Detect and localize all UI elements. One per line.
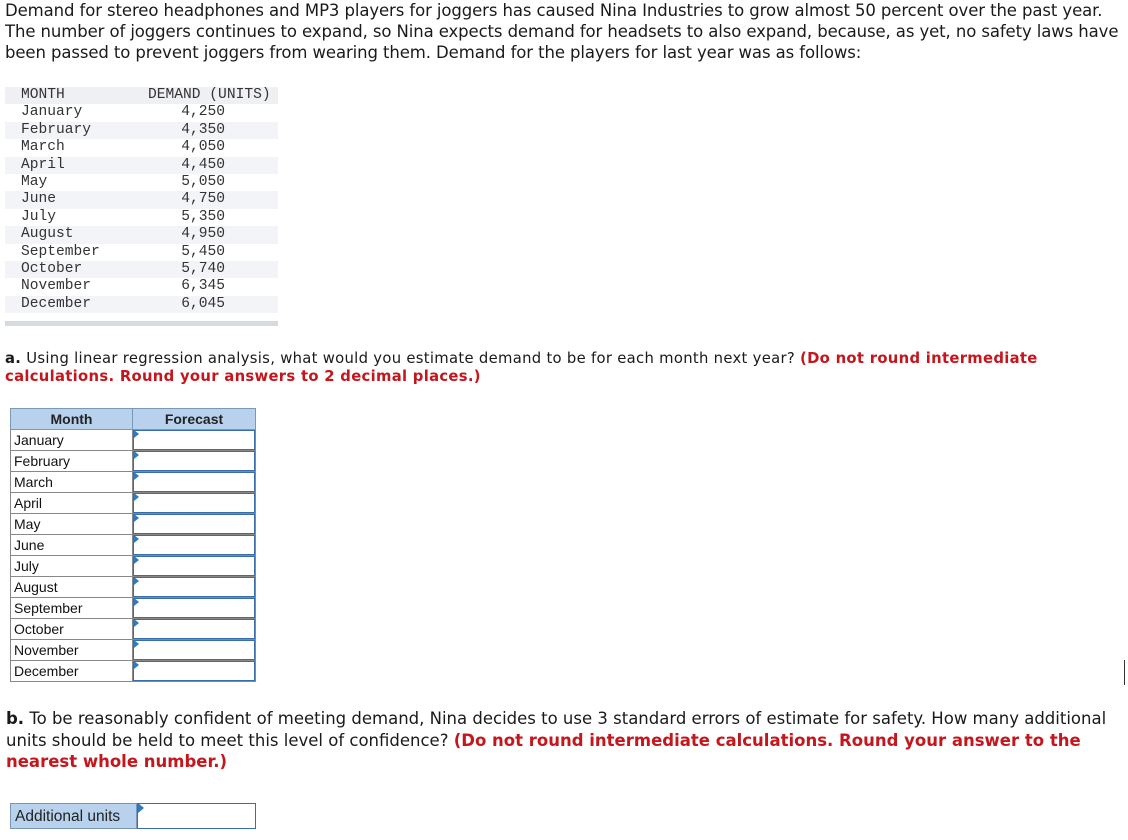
demand-month-cell: January [21,104,83,121]
text-cursor [1124,660,1125,685]
input-marker-icon [138,803,144,813]
forecast-month-cell: June [11,535,133,556]
demand-row [5,157,278,174]
demand-value-cell: 4,250 [181,104,225,121]
demand-month-cell: April [5,157,133,174]
demand-row [5,261,278,278]
demand-month-cell: February [5,122,133,139]
forecast-row [11,472,256,493]
forecast-row [11,640,256,661]
forecast-month-cell: July [11,556,133,577]
forecast-row [11,430,256,451]
forecast-table-body [11,430,256,682]
input-marker-icon [134,598,139,606]
demand-table-footer-bar [5,321,278,326]
forecast-row [11,619,256,640]
forecast-month-cell: February [11,451,133,472]
demand-month-cell: December [5,296,133,313]
forecast-input[interactable] [133,493,255,513]
demand-row [5,104,278,121]
demand-value-cell: 5,050 [181,174,225,191]
demand-row [5,191,278,208]
forecast-row [11,556,256,577]
demand-month-cell: August [5,226,133,243]
input-marker-icon [134,661,139,669]
forecast-cell [133,556,256,577]
demand-row [5,244,278,261]
additional-units-label: Additional units [10,803,137,829]
demand-value-cell: 4,750 [133,191,278,208]
demand-month-cell: November [21,278,92,295]
demand-row [5,139,278,156]
demand-value-cell: 6,045 [133,296,278,313]
input-marker-icon [134,619,139,627]
forecast-input[interactable] [133,661,255,681]
forecast-cell [133,472,256,493]
problem-intro: Demand for stereo headphones and MP3 players for joggers has caused Nina Industries to grow almost 50 percent over the past year. The number of joggers continues to expand, so Nina expects demand for headsets to also expand, because, as yet, no safety laws have been passed to prevent joggers from wearing them. Demand for the players for last year was as follows: [5,1,1119,62]
forecast-input[interactable] [133,619,255,639]
forecast-cell [133,577,256,598]
demand-value-cell: 4,050 [181,139,225,156]
question-b [6,708,1124,773]
demand-value-cell: 5,740 [133,261,278,278]
forecast-month-cell: April [11,493,133,514]
forecast-row [11,661,256,682]
question-b-label: b. [6,709,25,728]
forecast-month-cell: March [11,472,133,493]
forecast-input[interactable] [133,556,255,576]
forecast-cell [133,451,256,472]
demand-value-cell: 5,350 [181,208,225,225]
forecast-input[interactable] [133,430,255,450]
forecast-row [11,493,256,514]
question-a-label: a. [5,350,22,367]
demand-row [5,174,278,191]
forecast-month-cell: September [11,598,133,619]
input-marker-icon [134,514,139,522]
forecast-cell [133,430,256,451]
forecast-month-cell: October [11,619,133,640]
demand-month-cell: June [5,191,133,208]
forecast-month-cell: May [11,514,133,535]
additional-units-input[interactable] [137,803,256,829]
question-a-instruction: (Do not round intermediate calculations. Round your answers to 2 decimal places.) [5,350,1038,385]
forecast-row [11,577,256,598]
forecast-cell [133,619,256,640]
input-marker-icon [134,493,139,501]
forecast-input[interactable] [133,451,255,471]
header-month: MONTH [5,87,133,104]
forecast-table-header [11,409,256,430]
demand-row [5,122,278,139]
demand-row [5,209,278,226]
demand-month-cell: October [5,261,133,278]
input-marker-icon [134,577,139,585]
forecast-input[interactable] [133,577,255,597]
demand-month-cell: September [21,243,100,260]
forecast-cell [133,493,256,514]
question-a-text: Using linear regression analysis, what would you estimate demand to be for each month next year? [21,350,801,367]
header-forecast: Forecast [133,409,256,430]
demand-row [5,296,278,313]
demand-table [5,87,278,313]
demand-value-cell: 4,450 [133,157,278,174]
demand-row [5,226,278,243]
demand-table-body [5,104,278,313]
forecast-input[interactable] [133,514,255,534]
forecast-cell [133,535,256,556]
demand-month-cell: July [21,208,57,225]
demand-month-cell: March [21,139,65,156]
forecast-month-cell: August [11,577,133,598]
demand-month-cell: May [21,174,48,191]
input-marker-icon [134,535,139,543]
forecast-month-cell: November [11,640,133,661]
forecast-row [11,451,256,472]
question-a [5,350,1127,386]
demand-value-cell: 4,350 [133,122,278,139]
input-marker-icon [134,430,139,438]
forecast-input[interactable] [133,640,255,660]
forecast-input[interactable] [133,598,255,618]
forecast-month-cell: December [11,661,133,682]
forecast-cell [133,598,256,619]
forecast-table [10,408,256,682]
forecast-input[interactable] [133,472,255,492]
forecast-cell [133,640,256,661]
forecast-row [11,514,256,535]
demand-value-cell: 4,950 [133,226,278,243]
demand-value-cell: 6,345 [181,278,225,295]
additional-units-row [10,803,256,829]
header-demand: DEMAND (UNITS) [133,87,278,104]
forecast-row [11,535,256,556]
input-marker-icon [134,640,139,648]
forecast-cell [133,514,256,535]
question-b-text: To be reasonably confident of meeting demand, Nina decides to use 3 standard errors of estimate for safety. How many additional units should be held to meet this level of confidence? [6,709,1107,750]
demand-row [5,278,278,295]
demand-value-cell: 5,450 [181,243,225,260]
forecast-row [11,598,256,619]
forecast-input[interactable] [133,535,255,555]
input-marker-icon [134,451,139,459]
input-marker-icon [134,472,139,480]
demand-table-header [5,87,278,104]
forecast-month-cell: January [11,430,133,451]
input-marker-icon [134,556,139,564]
forecast-cell [133,661,256,682]
question-b-instruction: (Do not round intermediate calculations. Round your answer to the nearest whole number.) [6,730,1081,771]
header-month: Month [11,409,133,430]
